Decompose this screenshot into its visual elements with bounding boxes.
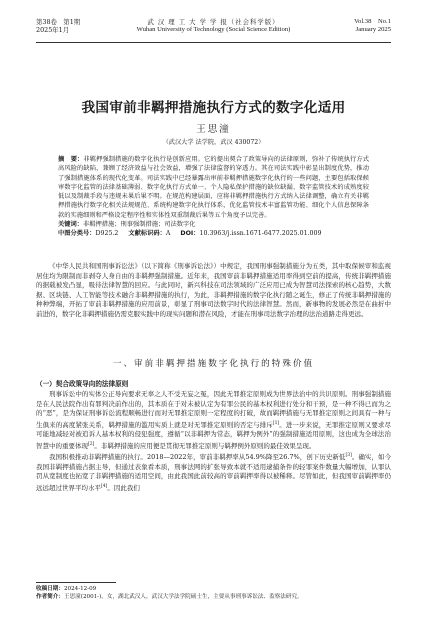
- paragraph: [36, 390, 391, 451]
- abstract-text: 非羁押强制措施的数字化执行是创新应用。它的提出契合了政策导向的法律原则，弥补了传统执行方式高风险的缺陷，兼顾了经济效益与社会效益，增强了法律监督的穿透力。其在司法实践中彰显出制度优势，推动了强制措施体系的现代化变革。司法实践中已经暴露出审前非羁押措施数字化执行的一些问题，主要包括取保候审数字化监管的法律基础薄弱、数字化执行方式单一、个人隐私保护措施的缺位缺漏、数字监管技术的成熟度较低以及制裁手段与违规未果后果不明。在规范构建层面，应将非羁押措施执行方式纳入法律调整，确立有关非羁押措施执行数字化相关法规规范、系统构建数字化执行体系，优化监管技术丰富监管功能、细化个人信息保障条款的实施细则和严格设定程序性和实体性双重制裁后果等五个角度予以完善。: [58, 156, 370, 219]
- subsection-heading: （一）契合政策导向的法律原则: [36, 380, 129, 388]
- received-value: 2024-12-09: [63, 586, 97, 592]
- footnote: [36, 585, 391, 601]
- abstract-block: [58, 155, 369, 239]
- abstract-label: 摘 要：: [58, 156, 84, 163]
- citation[interactable]: [4]: [101, 483, 108, 489]
- author-bio: [36, 593, 391, 601]
- paragraph-text: 刑事诉讼中的实体公正导向要求无辜之人不受无妄之冤，因此无罪推定原则成为世界法治中的共识原则。刑事强制措施是在人民法院作出有罪判决前作出的，其本质在于对未被认定为有罪公民的基本权利进行处分和干预，是一种不得已而为之的“恶”，是为保证刑事诉讼流程顺畅进行而对无罪推定原则一定程度的打破，故而羁押措施与无罪推定原则之间具有一种与生俱来的高度紧张关系，羁押措施的滥用实质上就是对无罪推定原则的否定与排斥: [36, 390, 391, 429]
- received-date: [36, 585, 391, 593]
- journal-name-en: Wuhan University of Technology (Social Science Edition): [136, 26, 291, 33]
- bio-label: 作者简介：: [36, 594, 64, 600]
- running-header: [36, 18, 391, 40]
- paragraph-text: 。因此我们: [107, 484, 140, 493]
- doi: 10.3963/j.issn.1671-6477.2025.01.009: [199, 230, 322, 238]
- paragraph-text: 。确实，如今我国非羁押措施占据主导，但通过表象看本质，刑事法网的扩张导致本就不适用逮捕条件的轻罪案件数量大幅增加，认罪认罚从宽制度也拓宽了非羁押措施的适用空间，由此我国此前较高的审前羁押率得以被稀释。尽管如此，但我国审前羁押率仍远远超过世界平均水平: [36, 453, 392, 493]
- received-label: 收稿日期：: [36, 586, 64, 592]
- clc-code: D925.2: [95, 230, 119, 238]
- doc-code-label: 文献标识码：: [128, 230, 166, 238]
- journal-name: [36, 18, 391, 34]
- intro-block: [36, 262, 391, 319]
- volume-issue: 第38卷 第1期: [36, 18, 81, 26]
- paragraph-text: 我国积极推动非羁押措施的执行。2018—2022年，审前非羁押率从54.9%降至26.7%，创下历史新低: [49, 453, 346, 462]
- author-name: 王思潼: [196, 124, 231, 135]
- volume-issue-en: Vol.38 No.1: [354, 18, 391, 25]
- abstract: [58, 155, 369, 220]
- bio-text: 王思潼(2001-)，女，湖北武汉人，武汉大学法学院硕士生，主要从事刑事诉讼法、监察法研究。: [63, 594, 303, 600]
- article-title: 我国审前非羁押措施执行方式的数字化适用: [81, 100, 346, 116]
- citation[interactable]: [2]: [88, 441, 95, 447]
- paragraph: [36, 451, 391, 493]
- clc-label: 中图分类号：: [58, 230, 96, 238]
- keywords-text: 非羁押措施；刑事强制措施；司法数字化: [83, 221, 196, 229]
- paragraph-text: 。非羁押措施的应用便是贯彻无罪推定原则与羁押例外原则的最佳效果呈现。: [94, 441, 316, 450]
- keywords-label: 关键词：: [58, 221, 83, 229]
- paragraph-text: 。进一步来说，无罪推定原则又要求尽可能地减轻对被追诉人基本权利的侵犯强度，遵循“以非羁押为常态，羁押为例外”的强制措施适用原则，这也成为全球法治智慧中的重要体现: [36, 420, 392, 450]
- footnote-rule: [36, 582, 116, 583]
- keywords: [58, 220, 369, 229]
- header-rule: [36, 42, 391, 43]
- issue-date: 2025年1月: [36, 26, 70, 34]
- section-heading: 一、审前非羁押措施数字化执行的特殊价值: [112, 359, 315, 369]
- doi-label: DOI：: [180, 230, 200, 238]
- citation[interactable]: [3]: [345, 453, 352, 459]
- classification-row: [58, 229, 369, 238]
- issue-info-en: [354, 18, 391, 34]
- doc-code: A: [165, 230, 171, 238]
- section-body: [36, 390, 391, 494]
- author-affiliation: （武汉大学 法学院，武汉 430072）: [162, 139, 265, 146]
- citation[interactable]: [1]: [272, 420, 280, 426]
- issue-date-en: January 2025: [355, 26, 391, 33]
- journal-name-cn: 武 汉 理 工 大 学 学 报（社会科学版）: [147, 18, 280, 26]
- intro-paragraph: 《中华人民共和国刑事诉讼法》（以下简称《刑事诉讼法》）中规定，我国刑事强制措施分为五类，其中取保候审和监视居住均为限制而非剥夺人身自由的非羁押强制措施。近年来，我国审前非羁押措施适用率得到空前的提高，传统非羁押措施的据载被发凸显，吸待法律智慧的回应。与此同时，新兴科技在司法领域的广泛应用已成为智慧司法探索的核心趋势，大数据、区块链、人工智能等技术融合非羁押措施的执行，为此，非羁押措施的数字化执行随之诞生，修正了传统非羁押措施的种种弊端，开拓了审前非羁押措施的应用前景，彰显了刑事司法数字时代的法律智慧。然而，新事物的发展必然是在曲折中前进的，数字化非羁押措施仍需克服实践中的现实问题和潜在风险，才能在刑事司法数字治理的法治道路走得更远。: [36, 262, 391, 318]
